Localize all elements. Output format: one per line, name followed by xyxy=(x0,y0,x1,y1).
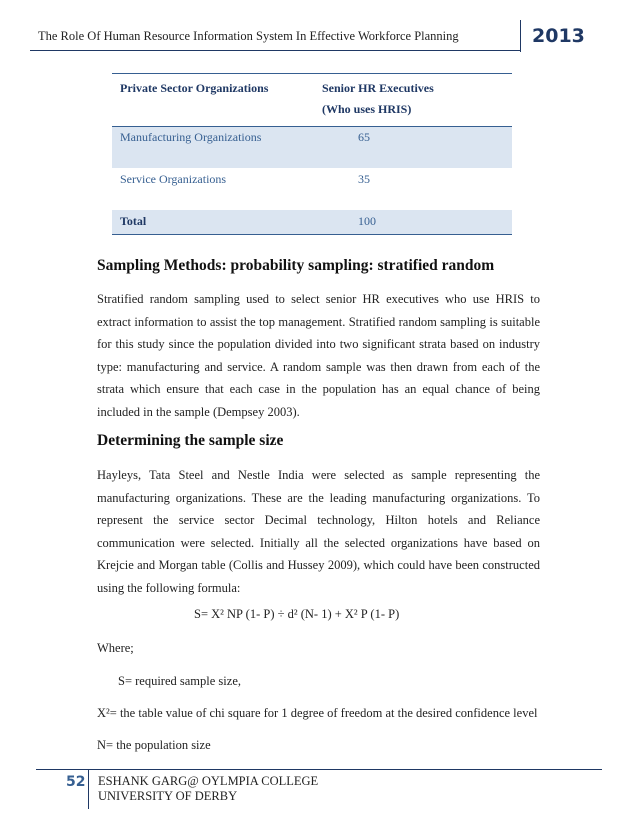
footer-divider xyxy=(88,769,89,809)
formula: S= X² NP (1- P) ÷ d² (N- 1) + X² P (1- P) xyxy=(194,607,400,621)
header-title: The Role Of Human Resource Information System In Effective Workforce Planning xyxy=(38,29,459,43)
table-row-total xyxy=(112,210,512,235)
table-header-col2-line1: Senior HR Executives xyxy=(322,81,434,95)
definition-x: X²= the table value of chi square for 1 degree of freedom at the desired confidence level xyxy=(97,706,538,720)
section-heading-sample-size: Determining the sample size xyxy=(97,432,284,449)
table-cell-label: Manufacturing Organizations xyxy=(112,127,314,169)
paragraph-sampling: Stratified random sampling used to select senior HR executives who use HRIS to extract information to assist the top management. Stratified random sampling is suitable for this study since the population divided into two significant strata based on industry type: manufacturing and service. A random sample was then drawn from each of the strata which ensure that each case in the population has an equal chance of being included in the sample (Dempsey 2003). xyxy=(97,292,540,419)
table-row xyxy=(112,127,512,169)
table-cell-value: 100 xyxy=(314,210,512,235)
table-cell-label: Service Organizations xyxy=(120,172,227,186)
definition-s: S= required sample size, xyxy=(118,674,241,688)
table-header-col2-line2: (Who uses HRIS) xyxy=(322,102,412,116)
table-row xyxy=(112,168,512,210)
footer-line1: ESHANK GARG@ OYLMPIA COLLEGE xyxy=(98,774,319,788)
page-number: 52 xyxy=(66,774,86,790)
footer-line2: UNIVERSITY OF DERBY xyxy=(98,789,238,803)
header-year: 2013 xyxy=(532,25,585,47)
section-heading-sampling: Sampling Methods: probability sampling: stratified random xyxy=(97,257,495,274)
table-cell-value: 35 xyxy=(358,172,370,186)
table-header-col2 xyxy=(314,74,512,127)
table-header-col1: Private Sector Organizations xyxy=(112,74,314,127)
table-cell-value: 65 xyxy=(314,127,512,169)
sample-table xyxy=(112,73,512,235)
header-rule xyxy=(30,50,520,51)
footer-rule xyxy=(36,769,602,770)
table-header-row xyxy=(112,74,512,127)
table-cell-label: Total xyxy=(112,210,314,235)
definition-n: N= the population size xyxy=(97,738,211,752)
where-label: Where; xyxy=(97,641,134,655)
paragraph-sample-size: Hayleys, Tata Steel and Nestle India were selected as sample representing the manufacturing organizations. These are the leading manufacturing organizations. To represent the service sector Decimal technology, Hilton hotels and Reliance communication were selected. Initially all the selected organizations have based on Krejcie and Morgan table (Collis and Hussey 2009), which could have been constructed using the following formula: xyxy=(97,468,540,595)
